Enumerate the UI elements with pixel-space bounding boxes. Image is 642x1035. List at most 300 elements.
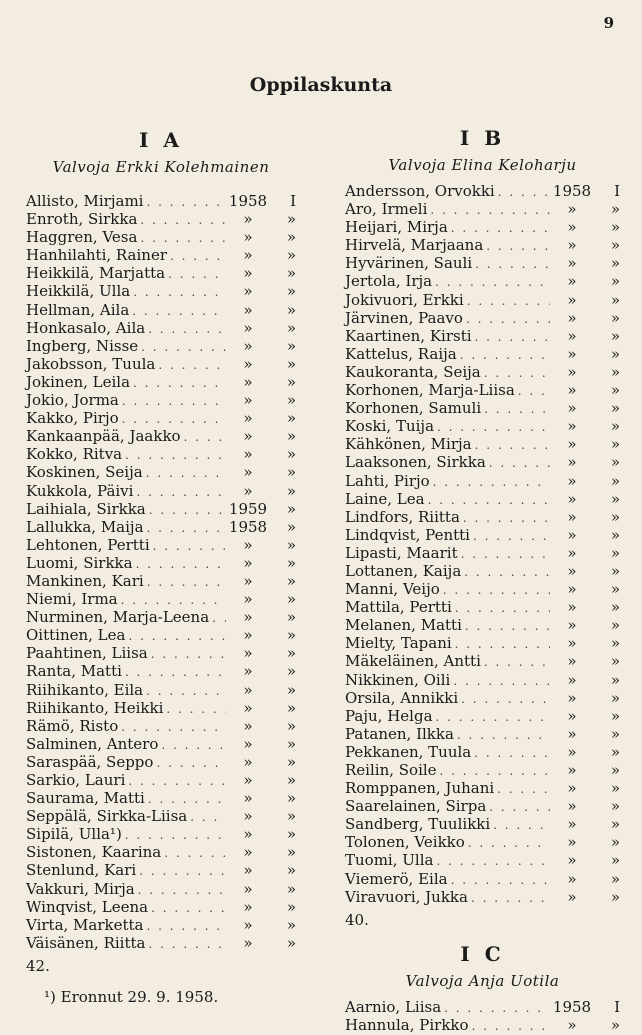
leader-dots	[452, 635, 550, 653]
enrollment-year: »	[243, 680, 253, 699]
enrollment-year: »	[243, 445, 253, 464]
student-name: Sandberg, Tuulikki	[345, 815, 491, 834]
student-row	[345, 236, 620, 254]
student-row	[345, 435, 620, 453]
student-name: Viemerö, Eila	[345, 869, 448, 888]
student-row	[26, 880, 296, 898]
class-mark: »	[286, 933, 296, 952]
class-mark: »	[286, 571, 296, 590]
class-mark: »	[610, 272, 620, 291]
leader-dots	[481, 400, 550, 418]
leader-dots	[515, 382, 550, 400]
class-mark: »	[610, 742, 620, 761]
leader-dots	[450, 672, 550, 690]
student-row	[345, 671, 620, 689]
student-row	[345, 562, 620, 580]
class-mark: »	[610, 887, 620, 906]
student-row	[345, 309, 620, 327]
class-mark: »	[610, 616, 620, 635]
leader-dots	[125, 627, 226, 645]
leader-dots	[468, 889, 550, 907]
enrollment-year: »	[243, 861, 253, 880]
student-row	[26, 337, 296, 355]
enrollment-year: »	[243, 771, 253, 789]
class-mark: »	[286, 680, 296, 699]
enrollment-year: »	[243, 391, 253, 410]
class-mark: »	[610, 362, 620, 381]
class-mark: »	[286, 897, 296, 916]
student-row	[345, 652, 620, 670]
student-row	[345, 218, 620, 236]
leader-dots	[136, 862, 226, 880]
class-mark: »	[286, 246, 296, 265]
student-row	[26, 861, 296, 879]
class-mark: »	[610, 200, 620, 219]
student-name: Jokivuori, Erkki	[345, 290, 464, 309]
leader-dots	[153, 754, 226, 772]
leader-dots	[471, 744, 550, 762]
leader-dots	[209, 609, 226, 627]
enrollment-year: »	[567, 254, 577, 273]
class-mark: »	[286, 354, 296, 373]
class-mark: »	[610, 254, 620, 273]
student-row	[345, 254, 620, 272]
class-mark: »	[610, 634, 620, 653]
student-name: Sipilä, Ulla¹)	[26, 825, 122, 844]
enrollment-year: »	[243, 318, 253, 337]
student-row	[26, 373, 296, 391]
class-mark: »	[286, 698, 296, 717]
enrollment-year: »	[567, 417, 577, 436]
enrollment-year: »	[567, 507, 577, 526]
leader-dots	[494, 780, 550, 798]
student-name: Stenlund, Kari	[26, 861, 137, 880]
student-row	[26, 319, 296, 337]
leader-dots	[460, 509, 550, 527]
leader-dots	[486, 454, 550, 472]
enrollment-year: »	[567, 887, 577, 906]
student-row	[345, 272, 620, 290]
class-mark: »	[610, 779, 620, 798]
student-name: Lindfors, Riitta	[345, 507, 460, 526]
enrollment-year: »	[567, 670, 577, 689]
student-count: 40.	[345, 910, 369, 929]
leader-dots	[122, 446, 226, 464]
student-row	[26, 699, 296, 717]
leader-dots	[433, 708, 550, 726]
enrollment-year: »	[243, 626, 253, 645]
leader-dots	[464, 292, 550, 310]
class-mark: »	[610, 598, 620, 617]
enrollment-year: »	[243, 608, 253, 627]
student-count: 42.	[26, 956, 50, 975]
student-name: Melanen, Matti	[345, 616, 462, 635]
enrollment-year: »	[243, 662, 253, 681]
leader-dots	[137, 211, 226, 229]
enrollment-year: »	[567, 525, 577, 544]
leader-dots	[490, 816, 550, 834]
class-mark: »	[610, 290, 620, 309]
leader-dots	[495, 183, 550, 201]
enrollment-year: »	[567, 453, 577, 472]
enrollment-year: »	[243, 463, 253, 482]
student-name: Kaartinen, Kirsti	[345, 326, 472, 345]
student-name: Winqvist, Leena	[26, 897, 149, 916]
class-mark: »	[610, 453, 620, 472]
leader-dots	[167, 247, 226, 265]
class-mark: »	[610, 471, 620, 490]
class-heading: I B	[459, 126, 506, 150]
class-mark: »	[286, 608, 296, 627]
student-name: Virta, Marketta	[26, 915, 144, 934]
class-ia-column	[26, 126, 296, 976]
student-name: Haggren, Vesa	[26, 228, 138, 247]
student-row	[345, 598, 620, 616]
student-name: Hyvärinen, Sauli	[345, 254, 473, 273]
class-mark: »	[610, 507, 620, 526]
student-row	[345, 779, 620, 797]
class-mark: I	[290, 192, 296, 210]
leader-dots	[434, 418, 550, 436]
student-row	[26, 626, 296, 644]
class-mark: »	[610, 417, 620, 436]
leader-dots	[122, 663, 226, 681]
class-mark: »	[286, 662, 296, 681]
student-name: Kattelus, Raija	[345, 344, 457, 363]
student-row	[345, 472, 620, 490]
leader-dots	[165, 265, 226, 283]
leader-dots	[145, 320, 226, 338]
leader-dots	[472, 436, 550, 454]
student-row	[345, 888, 620, 906]
student-name: Lahti, Pirjo	[345, 471, 430, 490]
student-name: Vakkuri, Mirja	[26, 879, 135, 898]
leader-dots	[437, 762, 550, 780]
leader-dots	[457, 346, 550, 364]
leader-dots	[144, 519, 226, 537]
class-mark: »	[610, 236, 620, 255]
enrollment-year: »	[567, 344, 577, 363]
enrollment-year: »	[243, 789, 253, 808]
student-row	[345, 616, 620, 634]
leader-dots	[146, 501, 226, 519]
student-name: Lehtonen, Pertti	[26, 535, 150, 554]
student-row	[26, 500, 296, 518]
leader-dots	[144, 573, 226, 591]
leader-dots	[145, 790, 226, 808]
page-number: 9	[603, 14, 614, 32]
enrollment-year: »	[243, 590, 253, 609]
enrollment-year: »	[567, 652, 577, 671]
student-name: Ranta, Matti	[26, 662, 122, 681]
student-name: Nurminen, Marja-Leena	[26, 608, 210, 627]
student-row	[345, 345, 620, 363]
enrollment-year: »	[567, 1015, 577, 1034]
enrollment-year: »	[243, 535, 253, 554]
class-mark: »	[610, 652, 620, 671]
leader-dots	[143, 682, 226, 700]
enrollment-year: »	[243, 264, 253, 283]
enrollment-year: »	[243, 481, 253, 500]
student-row	[26, 771, 296, 789]
class-mark: »	[286, 535, 296, 554]
enrollment-year: »	[567, 236, 577, 255]
leader-dots	[448, 871, 550, 889]
leader-dots	[118, 591, 226, 609]
enrollment-year: »	[243, 879, 253, 898]
leader-dots	[472, 328, 550, 346]
student-name: Kankaanpää, Jaakko	[26, 427, 181, 446]
student-name: Nikkinen, Oili	[345, 670, 451, 689]
student-name: Laine, Lea	[345, 489, 425, 508]
class-mark: »	[286, 807, 296, 826]
student-name: Mäkeläinen, Antti	[345, 652, 481, 671]
student-name: Riihikanto, Eila	[26, 680, 144, 699]
leader-dots	[135, 881, 226, 899]
student-row	[26, 482, 296, 500]
enrollment-year: »	[243, 300, 253, 319]
class-mark: »	[610, 815, 620, 834]
enrollment-year: »	[243, 752, 253, 771]
leader-dots	[462, 617, 550, 635]
class-mark: »	[610, 489, 620, 508]
class-mark: »	[286, 752, 296, 771]
student-name: Riihikanto, Heikki	[26, 698, 164, 717]
leader-dots	[430, 473, 550, 491]
enrollment-year: »	[567, 851, 577, 870]
student-name: Paju, Helga	[345, 706, 433, 725]
leader-dots	[470, 527, 550, 545]
student-name: Jokinen, Leila	[26, 372, 131, 391]
student-row	[345, 998, 620, 1016]
student-row	[26, 644, 296, 662]
leader-dots	[461, 563, 550, 581]
leader-dots	[448, 219, 550, 237]
leader-dots	[465, 834, 550, 852]
leader-dots	[119, 410, 226, 428]
leader-dots	[440, 581, 550, 599]
student-name: Aarnio, Liisa	[345, 997, 442, 1016]
student-row	[345, 725, 620, 743]
class-mark: »	[286, 861, 296, 880]
leader-dots	[133, 555, 226, 573]
class-mark: »	[610, 688, 620, 707]
enrollment-year: »	[567, 706, 577, 725]
class-mark: »	[610, 797, 620, 816]
student-row	[345, 689, 620, 707]
leader-dots	[155, 356, 226, 374]
enrollment-year: »	[567, 688, 577, 707]
student-name: Luomi, Sirkka	[26, 553, 133, 572]
leader-dots	[432, 273, 550, 291]
enrollment-year: »	[567, 290, 577, 309]
enrollment-year: »	[243, 282, 253, 301]
student-name: Reilin, Soile	[345, 761, 437, 779]
enrollment-year: »	[567, 561, 577, 580]
student-row	[26, 662, 296, 680]
class-mark: »	[286, 771, 296, 789]
student-name: Honkasalo, Aila	[26, 318, 146, 337]
enrollment-year: »	[243, 698, 253, 717]
student-name: Salminen, Antero	[26, 734, 159, 753]
student-row	[26, 825, 296, 843]
student-name: Romppanen, Juhani	[345, 779, 495, 798]
student-row	[345, 544, 620, 562]
student-row	[26, 735, 296, 753]
leader-dots	[133, 483, 226, 501]
student-name: Enroth, Sirkka	[26, 210, 138, 229]
enrollment-year: »	[567, 489, 577, 508]
enrollment-year: »	[567, 634, 577, 653]
enrollment-year: 1958	[552, 182, 592, 200]
enrollment-year: »	[243, 228, 253, 247]
student-row	[345, 200, 620, 218]
student-name: Hirvelä, Marjaana	[345, 236, 484, 255]
class-mark: »	[286, 372, 296, 391]
student-row	[26, 264, 296, 282]
enrollment-year: »	[567, 833, 577, 852]
class-supervisor: Valvoja Elina Keloharju	[388, 156, 577, 174]
student-name: Heikkilä, Marjatta	[26, 264, 166, 283]
leader-dots	[454, 726, 550, 744]
student-row	[345, 508, 620, 526]
student-row	[26, 518, 296, 536]
student-row	[26, 608, 296, 626]
student-row	[345, 490, 620, 508]
student-name: Kokko, Ritva	[26, 445, 123, 464]
student-row	[345, 381, 620, 399]
class-mark: »	[610, 833, 620, 852]
student-name: Hannula, Pirkko	[345, 1015, 469, 1034]
student-row	[26, 681, 296, 699]
student-row	[26, 590, 296, 608]
student-row	[345, 1016, 620, 1034]
class-supervisor: Valvoja Anja Uotila	[405, 971, 560, 990]
enrollment-year: »	[567, 381, 577, 400]
leader-dots	[472, 255, 550, 273]
class-mark: »	[286, 264, 296, 283]
enrollment-year: »	[243, 843, 253, 862]
leader-dots	[119, 392, 226, 410]
enrollment-year: »	[243, 933, 253, 952]
student-row	[26, 427, 296, 445]
leader-dots	[483, 237, 550, 255]
class-mark: »	[610, 308, 620, 327]
class-mark: »	[610, 326, 620, 345]
student-name: Saraspää, Seppo	[26, 752, 154, 771]
class-mark: »	[610, 399, 620, 418]
student-row	[345, 870, 620, 888]
student-row	[26, 192, 296, 210]
enrollment-year: »	[567, 580, 577, 599]
enrollment-year: »	[243, 354, 253, 373]
leader-dots	[143, 917, 226, 935]
leader-dots	[427, 201, 550, 219]
student-row	[26, 717, 296, 735]
class-mark: »	[286, 481, 296, 500]
leader-dots	[161, 844, 226, 862]
student-name: Orsila, Annikki	[345, 688, 459, 707]
enrollment-year: »	[567, 779, 577, 798]
class-mark: »	[610, 724, 620, 743]
class-mark: »	[286, 843, 296, 862]
student-row	[26, 807, 296, 825]
student-name: Tolonen, Veikko	[345, 833, 465, 852]
enrollment-year: »	[567, 761, 577, 779]
leader-dots	[481, 364, 550, 382]
enrollment-year: »	[243, 336, 253, 355]
student-name: Paahtinen, Liisa	[26, 644, 148, 663]
student-name: Manni, Veijo	[345, 580, 440, 599]
student-name: Patanen, Ilkka	[345, 724, 454, 743]
student-name: Sarkio, Lauri	[26, 771, 126, 789]
class-mark: »	[610, 435, 620, 454]
student-name: Väisänen, Riitta	[26, 933, 146, 952]
leader-dots	[158, 736, 226, 754]
enrollment-year: »	[567, 218, 577, 237]
class-mark: »	[610, 670, 620, 689]
enrollment-year: »	[567, 543, 577, 562]
student-row	[345, 743, 620, 761]
enrollment-year: 1959	[228, 499, 268, 518]
enrollment-year: »	[243, 734, 253, 753]
student-row	[345, 580, 620, 598]
class-ib-column	[345, 124, 620, 1034]
leader-dots	[143, 464, 226, 482]
student-name: Hanhilahti, Rainer	[26, 246, 167, 265]
enrollment-year: »	[567, 435, 577, 454]
page-title: Oppilaskunta	[249, 74, 393, 96]
student-name: Laihiala, Sirkka	[26, 499, 146, 518]
class-mark: »	[286, 716, 296, 735]
student-row	[26, 898, 296, 916]
leader-dots	[150, 537, 226, 555]
student-row	[26, 409, 296, 427]
class-mark: »	[286, 282, 296, 301]
student-name: Rämö, Risto	[26, 716, 119, 735]
student-row	[345, 634, 620, 652]
student-name: Ingberg, Nisse	[26, 336, 139, 355]
class-mark: »	[286, 228, 296, 247]
student-name: Oittinen, Lea	[26, 626, 126, 645]
class-mark: »	[286, 879, 296, 898]
student-row	[26, 391, 296, 409]
student-row	[345, 761, 620, 779]
leader-dots	[187, 808, 226, 826]
student-row	[26, 554, 296, 572]
class-mark: »	[610, 561, 620, 580]
student-name: Mankinen, Kari	[26, 571, 144, 590]
class-mark: »	[286, 590, 296, 609]
student-name: Viravuori, Jukka	[345, 887, 468, 906]
student-row	[26, 282, 296, 300]
student-name: Lottanen, Kaija	[345, 561, 462, 580]
class-mark: »	[286, 463, 296, 482]
student-row	[345, 291, 620, 309]
class-mark: »	[286, 789, 296, 808]
class-heading: I A	[139, 128, 183, 152]
student-row	[345, 182, 620, 200]
enrollment-year: »	[567, 598, 577, 617]
student-row	[26, 228, 296, 246]
class-mark: »	[610, 851, 620, 870]
student-name: Hellman, Aila	[26, 300, 130, 319]
leader-dots	[129, 302, 226, 320]
student-name: Sistonen, Kaarina	[26, 843, 162, 862]
student-name: Lipasti, Maarit	[345, 543, 458, 562]
enrollment-year: »	[567, 399, 577, 418]
student-name: Kukkola, Päivi	[26, 481, 134, 500]
